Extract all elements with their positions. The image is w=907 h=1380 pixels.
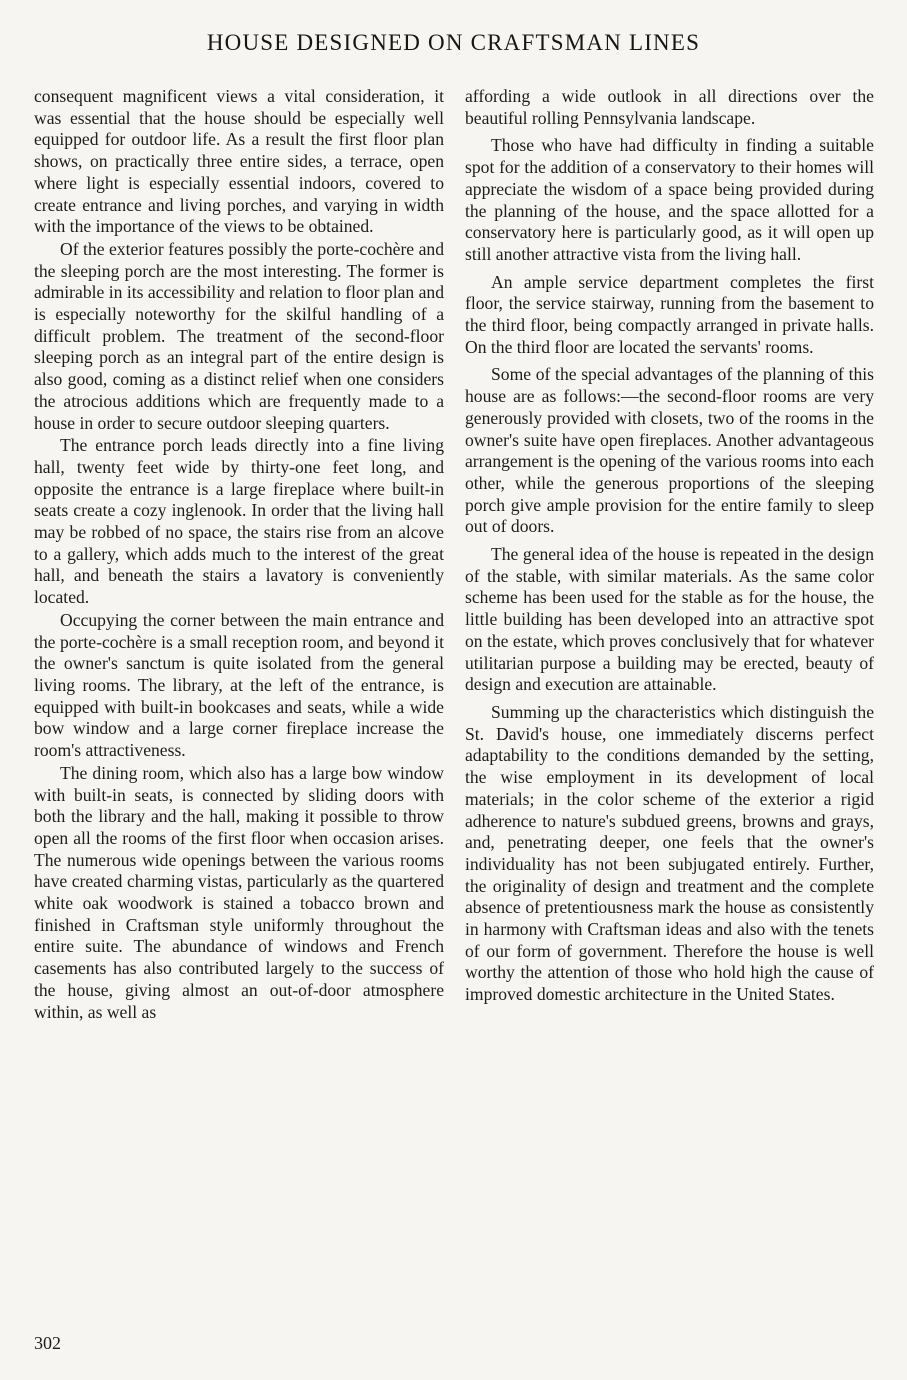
paragraph: An ample service department completes the first floor, the service stairway, running from the basement to the third floor, being compactly arranged in private halls. On the third floor are located the servants' rooms. (465, 271, 874, 357)
page-number: 302 (34, 1333, 61, 1353)
left-column (34, 86, 444, 1023)
paragraph: The general idea of the house is repeated in the design of the stable, with similar materials. As the same color scheme has been used for the stable as for the house, the little building has been developed into an attractive spot on the estate, which proves conclusively that for whatever utilitarian purpose a building may be erected, beauty of design and execution are attainable. (465, 544, 874, 695)
paragraph: Those who have had difficulty in finding a suitable spot for the addition of a conservatory to their homes will appreciate the wisdom of a space being provided during the planning of the house, and the space allotted for a conservatory here is particularly good, as it will open up still another attractive vista from the living hall. (465, 135, 874, 264)
paragraph: affording a wide outlook in all directions over the beautiful rolling Pennsylvania landscape. (465, 86, 874, 128)
paragraph: The dining room, which also has a large bow window with built-in seats, is connected by sliding doors with both the library and the hall, making it possible to throw open all the rooms of the first floor when occasion arises. The numerous wide openings between the various rooms have created charming vistas, particularly as the quartered white oak woodwork is stained a tobacco brown and finished in Craftsman style uniformly throughout the entire suite. The abundance of windows and French casements has also contributed largely to the success of the house, giving almost an out-of-door atmosphere within, as well as (34, 762, 444, 1022)
paragraph: Occupying the corner between the main entrance and the porte-cochère is a small reception room, and beyond it the owner's sanctum is quite isolated from the general living rooms. The library, at the left of the entrance, is equipped with built-in bookcases and seats, while a wide bow window and a large corner fireplace increase the room's attractiveness. (34, 609, 444, 761)
running-title: HOUSE DESIGNED ON CRAFTSMAN LINES (206, 30, 701, 55)
paragraph: Of the exterior features possibly the porte-cochère and the sleeping porch are the most interesting. The former is admirable in its accessibility and relation to floor plan and is especially noteworthy for the skilful handling of a difficult problem. The treatment of the second-floor sleeping porch as an integral part of the entire design is also good, coming as a distinct relief when one considers the atrocious additions which are frequently made to a house in order to secure outdoor sleeping quarters. (34, 238, 444, 433)
right-column (465, 86, 874, 1006)
paragraph: Summing up the characteristics which distinguish the St. David's house, one immediately discerns perfect adaptability to the conditions demanded by the setting, the wise employment in its development of local materials; in the color scheme of the exterior a rigid adherence to nature's subdued greens, browns and grays, and, penetrating deeper, one feels that the owner's individuality has not been subjugated entirely. Further, the originality of design and treatment and the complete absence of pretentiousness mark the house as consistently in harmony with Craftsman ideas and also with the tenets of our form of government. Therefore the house is well worthy the attention of those who hold high the cause of improved domestic architecture in the United States. (465, 701, 874, 1005)
paragraph: The entrance porch leads directly into a fine living hall, twenty feet wide by thirty-one feet long, and opposite the entrance is a large fireplace where built-in seats create a cozy inglenook. In order that the living hall may be robbed of no space, the stairs rise from an alcove to a gallery, which adds much to the interest of the great hall, and beneath the stairs a lavatory is conveniently located. (34, 435, 444, 608)
paragraph: Some of the special advantages of the planning of this house are as follows:—the second-floor rooms are very generously provided with closets, two of the rooms in the owner's suite have open fireplaces. Another advantageous arrangement is the opening of the various rooms into each other, while the generous proportions of the sleeping porch give ample provision for the entire family to sleep out of doors. (465, 364, 874, 537)
paragraph: consequent magnificent views a vital consideration, it was essential that the house should be especially well equipped for outdoor life. As a result the first floor plan shows, on practically three entire sides, a terrace, open where light is especially essential indoors, covered to create entrance and living porches, and varying in width with the importance of the views to be obtained. (34, 86, 444, 237)
